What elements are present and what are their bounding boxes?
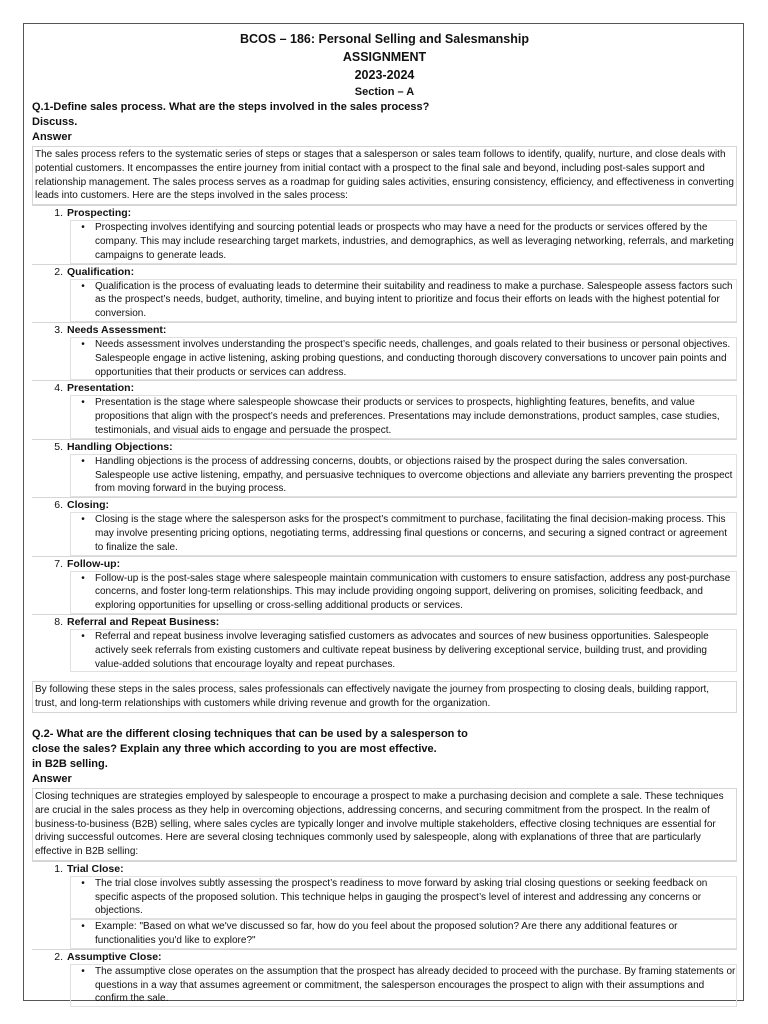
step-bullet-text: Prospecting involves identifying and sourcing potential leads or prospects who may have a need for the products or services offered by the company. This may include researching target markets, industries, and demographics, as well as leveraging networking, referrals, and marketing campaigns to generate leads. [95, 222, 734, 261]
bullet-dot-icon: • [81, 965, 85, 977]
step-bullet-text: Handling objections is the process of addressing concerns, doubts, or objections raised by the prospect during the sales conversation. Salespeople use active listening, empathy, and persuasive techniques to overcome objections and alleviate any barriers preventing the prospect from moving forward in the buying process. [95, 455, 733, 495]
q1-conclusion: By following these steps in the sales process, sales professionals can effectively navigate the journey from prospecting to closing deals, building rapport, trust, and long-term relationships with customers while driving revenue and growth for the organization. [32, 681, 737, 713]
technique-item-title: Trial Close: [67, 862, 124, 875]
step-item-number: 8. [54, 615, 63, 628]
document-body [32, 30, 737, 1007]
step-item-heading [32, 381, 737, 395]
technique-bullet-text: The trial close involves subtly assessing the prospect’s readiness to move forward by asking trial closing questions or seeking feedback on specific aspects of the proposed solution. This technique helps in gauging the prospect’s level of interest and addressing any concerns or objections. [95, 877, 708, 917]
technique-item-title: Assumptive Close: [67, 950, 162, 963]
assignment-title: ASSIGNMENT [342, 50, 427, 64]
step-bullet-text: Qualification is the process of evaluating leads to determine their suitability and readiness to make a purchase. Salespeople assess factors such as the prospect’s needs, budget, authority, timeline, and buying intent to prioritize and focus their efforts on leads with the highest potential for conversion. [95, 280, 733, 320]
q1-answer-label: Answer [32, 131, 72, 143]
step-bullet-text: Closing is the stage where the salesperson asks for the prospect’s commitment to purchase, facilitating the final decision-making process. This may involve presenting pricing options, negotiating terms, addressing final questions or concerns, and securing a signed contract or agreement to finalize the sale. [95, 514, 728, 553]
step-bullet [70, 337, 737, 380]
step-item-heading [32, 265, 737, 279]
step-bullet [70, 454, 737, 497]
step-bullet-text: Referral and repeat business involve leveraging satisfied customers as advocates and sources of new business opportunities. Salespeople actively seek referrals from existing customers and cultivate repeat business by delivering exceptional service, building trust, and providing value-added solutions that encourage loyalty and repeat purchases. [95, 630, 709, 670]
step-bullet [70, 279, 737, 322]
q2-question-line3: in B2B selling. [32, 757, 108, 770]
bullet-dot-icon: • [81, 455, 85, 467]
q1-intro: The sales process refers to the systematic series of steps or stages that a salesperson or sales team follows to identify, qualify, nurture, and close deals with potential customers. It encompasses the entire journey from initial contact with a prospect to the final sale and beyond, including post-sales support and relationship management. The sales process serves as a roadmap for guiding sales activities, ensuring consistency, efficiency, and effectiveness in converting leads into customers. Here are the steps involved in the sales process: [32, 146, 737, 205]
bullet-dot-icon: • [81, 397, 85, 409]
q2-intro: Closing techniques are strategies employed by salespeople to encourage a prospect to make a purchasing decision and complete a sale. These techniques are crucial in the sales process as they help in overcoming objections, addressing concerns, and securing commitment from the prospect. In the realm of business-to-business (B2B) selling, where sales cycles are typically longer and involve multiple stakeholders, effective closing techniques are essential for driving successful outcomes. Here are several closing techniques commonly used by salespeople, along with explanations of three that are particularly effective in B2B selling: [32, 788, 737, 861]
step-item-number: 5. [54, 440, 63, 453]
step-item-title: Presentation: [67, 382, 135, 395]
bullet-dot-icon: • [81, 572, 85, 584]
section-label: Section – A [354, 86, 415, 98]
step-item-heading [32, 206, 737, 220]
step-item [32, 205, 737, 263]
technique-item-heading [32, 950, 737, 964]
technique-bullet [70, 964, 737, 1007]
q2-techniques-list [32, 861, 737, 1007]
technique-bullet [70, 876, 737, 919]
step-bullet [70, 220, 737, 263]
technique-bullet-text: Example: "Based on what we've discussed so far, how do you feel about the proposed solution? Are there any additional features or functionalities you'd like to explore?" [95, 921, 678, 947]
step-item [32, 439, 737, 497]
course-title: BCOS – 186: Personal Selling and Salesmanship [240, 32, 529, 46]
step-item-number: 4. [54, 382, 63, 395]
bullet-dot-icon: • [81, 630, 85, 642]
bullet-dot-icon: • [81, 338, 85, 350]
step-item [32, 497, 737, 555]
step-item-title: Prospecting: [67, 207, 132, 220]
bullet-dot-icon: • [81, 222, 85, 234]
technique-item [32, 949, 737, 1007]
step-bullet [70, 629, 737, 672]
step-bullet-text: Presentation is the stage where salespeople showcase their products or services to prospects, highlighting features, benefits, and value propositions that align with the prospect’s needs and preferences. Presentations may include demonstrations, product samples, case studies, testimonials, and visual aids to engage and persuade the prospect. [95, 397, 720, 436]
step-item [32, 380, 737, 438]
step-item-heading [32, 440, 737, 454]
step-item-heading [32, 557, 737, 571]
step-bullet-text: Needs assessment involves understanding the prospect’s specific needs, challenges, and goals related to their business or personal objectives. Salespeople engage in active listening, asking probing questions, and conducting thorough discovery conversations to uncover pain points and opportunities that their products or services can address. [95, 338, 731, 378]
technique-bullet [70, 919, 737, 949]
q1-steps-list [32, 205, 737, 672]
page-frame [23, 23, 744, 1005]
step-item-heading [32, 323, 737, 337]
step-item-title: Follow-up: [67, 557, 121, 570]
step-item-number: 7. [54, 557, 63, 570]
technique-item [32, 861, 737, 949]
bullet-dot-icon: • [81, 514, 85, 526]
step-item [32, 322, 737, 380]
q2-question [32, 727, 737, 772]
step-item-title: Referral and Repeat Business: [67, 615, 220, 628]
academic-year: 2023-2024 [354, 68, 415, 82]
technique-item-number: 1. [54, 862, 63, 875]
bullet-dot-icon: • [81, 280, 85, 292]
step-item-title: Needs Assessment: [67, 323, 167, 336]
technique-item-heading [32, 862, 737, 876]
technique-bullet-text: The assumptive close operates on the assumption that the prospect has already decided to proceed with the purchase. By framing statements or questions in a way that assumes agreement or commitment, the salesperson encourages the prospect to align with their assumptions and confirm the sale. [95, 965, 736, 1005]
step-bullet [70, 395, 737, 438]
bullet-dot-icon: • [81, 877, 85, 889]
step-item [32, 556, 737, 614]
step-item-heading [32, 615, 737, 629]
step-item-title: Qualification: [67, 265, 135, 278]
q2-question-line2: close the sales? Explain any three which according to you are most effective. [32, 742, 437, 755]
technique-item-number: 2. [54, 950, 63, 963]
q1-question-line2: Discuss. [32, 116, 78, 128]
step-item-heading [32, 498, 737, 512]
step-item-number: 3. [54, 323, 63, 336]
q2-answer-label: Answer [32, 772, 72, 785]
q1-question [32, 100, 737, 130]
q2-question-line1: Q.2- What are the different closing techniques that can be used by a salesperson to [32, 727, 468, 740]
step-item-number: 6. [54, 499, 63, 512]
step-item-number: 1. [54, 207, 63, 220]
step-bullet-text: Follow-up is the post-sales stage where salespeople maintain communication with customers to ensure satisfaction, address any post-purchase concerns, and foster long-term relationships. This may include providing ongoing support, delivering on promises, soliciting feedback, and exploring opportunities for upselling or cross-selling additional products or services. [95, 572, 731, 612]
q1-question-line1: Q.1-Define sales process. What are the steps involved in the sales process? [32, 101, 430, 113]
step-item [32, 264, 737, 322]
step-item [32, 614, 737, 672]
step-bullet [70, 512, 737, 555]
bullet-dot-icon: • [81, 921, 85, 933]
step-item-number: 2. [54, 265, 63, 278]
step-bullet [70, 571, 737, 614]
step-item-title: Handling Objections: [67, 440, 173, 453]
step-item-title: Closing: [67, 499, 109, 512]
